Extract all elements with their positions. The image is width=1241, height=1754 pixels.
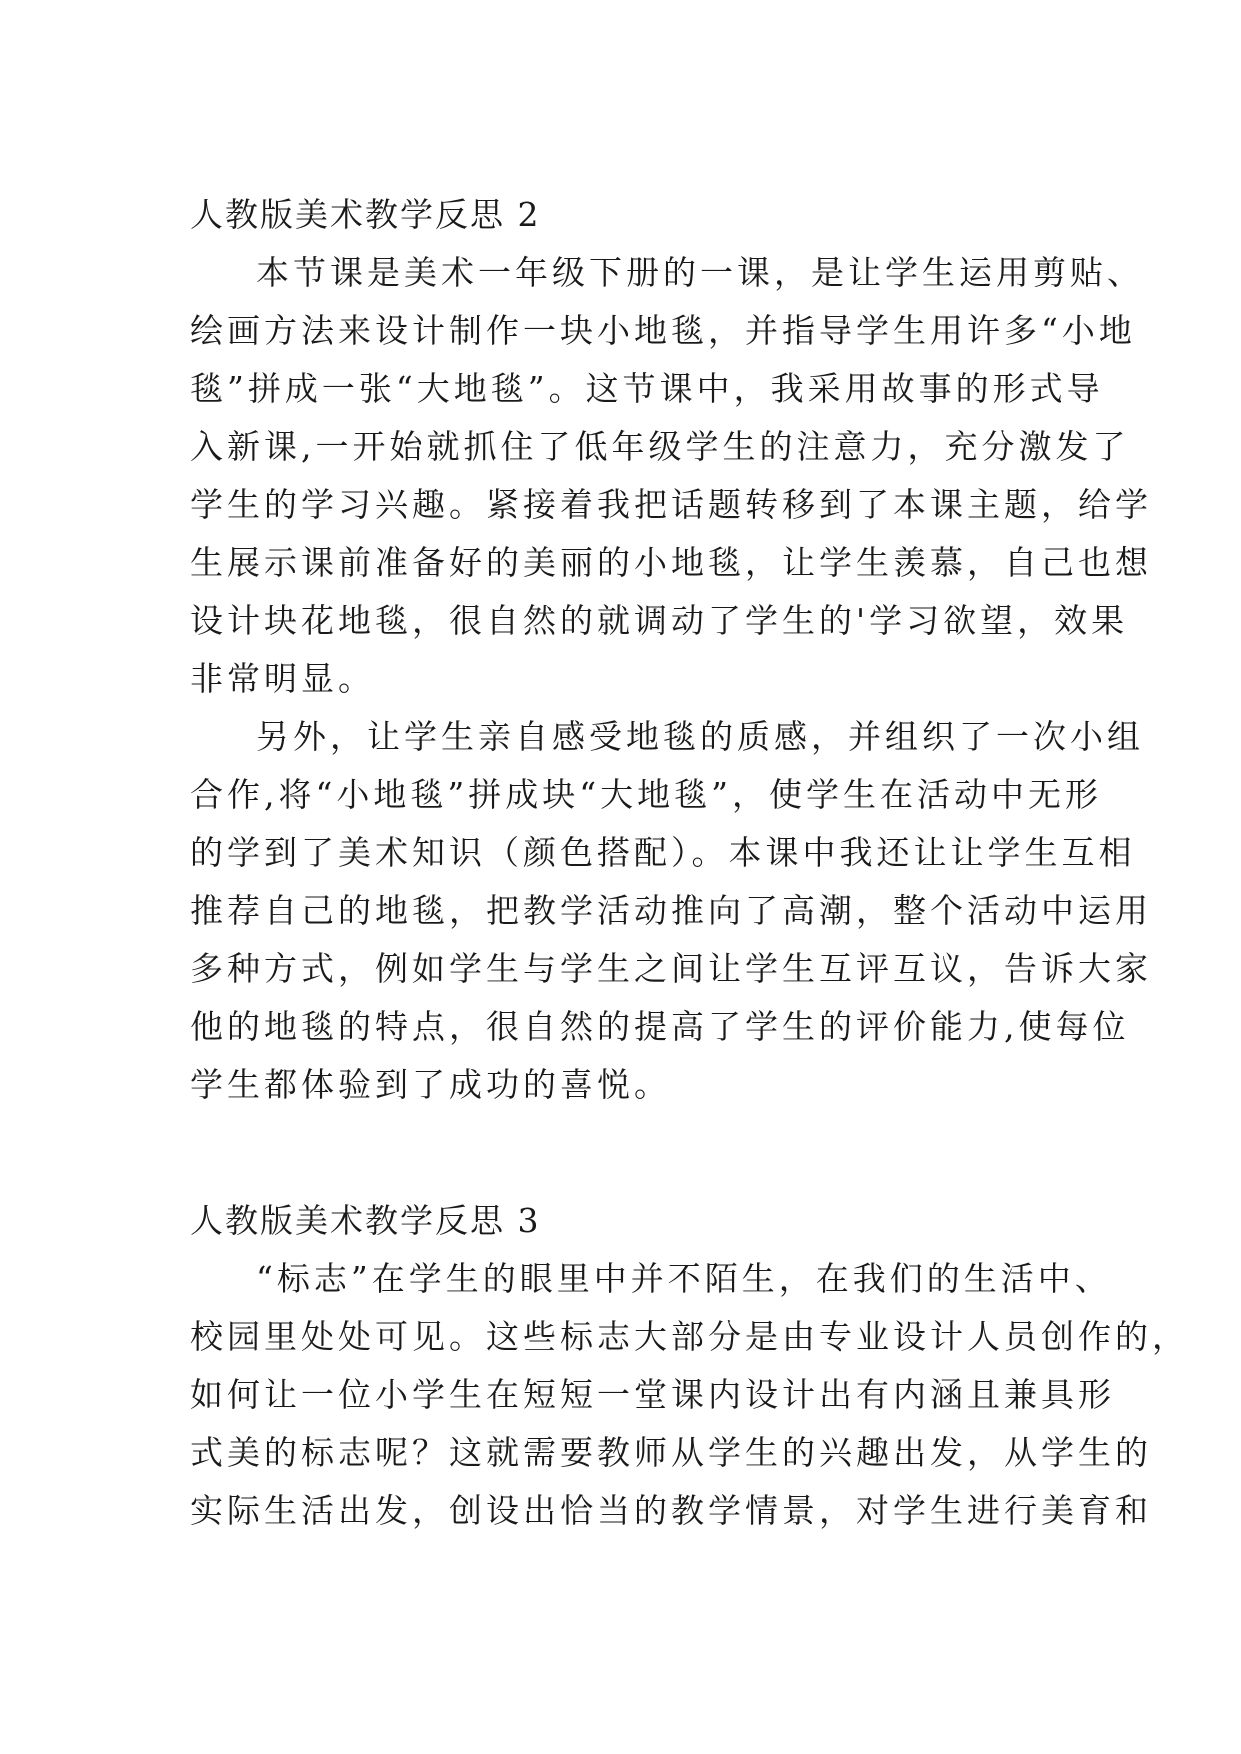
paragraph-line: 毯”拼成一张“大地毯”。这节课中，我采用故事的形式导 bbox=[190, 369, 1104, 408]
paragraph-line: 式美的标志呢？这就需要教师从学生的兴趣出发，从学生的 bbox=[190, 1433, 1152, 1472]
paragraph-line: 设计块花地毯，很自然的就调动了学生的'学习欲望，效果 bbox=[190, 601, 1129, 640]
section-heading: 人教版美术教学反思 3 bbox=[190, 1201, 541, 1240]
section-reflection-2 bbox=[190, 186, 1152, 1114]
paragraph-line: 生展示课前准备好的美丽的小地毯，让学生羡慕，自己也想 bbox=[190, 543, 1152, 582]
paragraph-line: 入新课,一开始就抓住了低年级学生的注意力，充分激发了 bbox=[190, 427, 1130, 466]
paragraph-line: 合作,将“小地毯”拼成块“大地毯”，使学生在活动中无形 bbox=[190, 775, 1102, 814]
paragraph-line: 推荐自己的地毯，把教学活动推向了高潮，整个活动中运用 bbox=[190, 891, 1152, 930]
paragraph-line: “标志”在学生的眼里中并不陌生，在我们的生活中、 bbox=[256, 1259, 1112, 1298]
paragraph-line: 如何让一位小学生在短短一堂课内设计出有内涵且兼具形 bbox=[190, 1375, 1115, 1414]
paragraph-line: 的学到了美术知识（颜色搭配）。本课中我还让让学生互相 bbox=[190, 833, 1136, 872]
paragraph-line: 本节课是美术一年级下册的一课，是让学生运用剪贴、 bbox=[256, 253, 1144, 292]
paragraph-line: 他的地毯的特点，很自然的提高了学生的评价能力,使每位 bbox=[190, 1007, 1130, 1046]
paragraph-line: 校园里处处可见。这些标志大部分是由专业设计人员创作的， bbox=[190, 1317, 1189, 1356]
paragraph-line: 非常明显。 bbox=[190, 659, 375, 698]
paragraph-line: 学生的学习兴趣。紧接着我把话题转移到了本课主题，给学 bbox=[190, 485, 1152, 524]
paragraph-line: 实际生活出发，创设出恰当的教学情景，对学生进行美育和 bbox=[190, 1491, 1152, 1530]
paragraph-line: 多种方式，例如学生与学生之间让学生互评互议，告诉大家 bbox=[190, 949, 1152, 988]
paragraph-line: 另外，让学生亲自感受地毯的质感，并组织了一次小组 bbox=[256, 717, 1144, 756]
paragraph-line: 学生都体验到了成功的喜悦。 bbox=[190, 1065, 671, 1104]
section-reflection-3 bbox=[190, 1192, 1189, 1540]
paragraph-line: 绘画方法来设计制作一块小地毯，并指导学生用许多“小地 bbox=[190, 311, 1136, 350]
section-heading: 人教版美术教学反思 2 bbox=[190, 195, 541, 234]
